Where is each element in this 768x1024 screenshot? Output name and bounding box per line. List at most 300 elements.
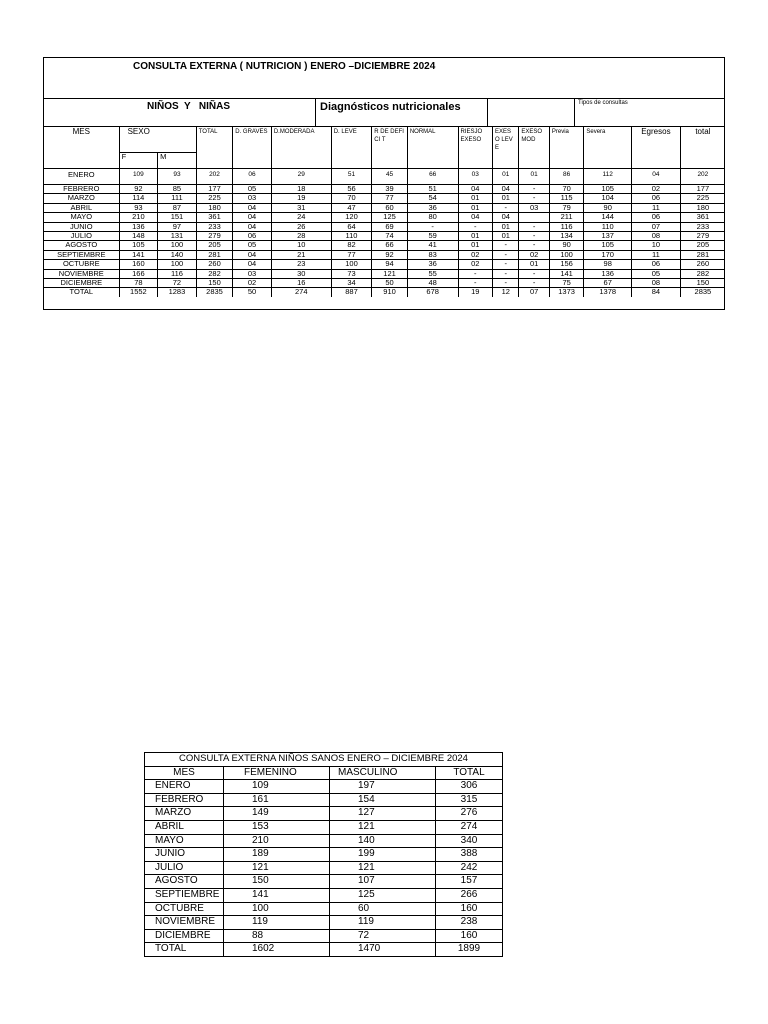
value-cell: 55 (407, 269, 458, 278)
value-cell: 105 (584, 241, 632, 250)
table-row (44, 169, 725, 185)
value-cell: 105 (119, 241, 158, 250)
value-cell: 100 (158, 260, 197, 269)
nutrition-table-body (44, 169, 725, 297)
value-cell: 136 (584, 269, 632, 278)
value-cell: 211 (549, 213, 584, 222)
value-cell: 10 (632, 241, 681, 250)
value-cell: 47 (331, 203, 372, 212)
value-cell: 34 (331, 278, 372, 287)
value-cell: 114 (119, 194, 158, 203)
value-cell: 160 (119, 260, 158, 269)
value-cell: 225 (680, 194, 725, 203)
value-cell: 05 (632, 269, 681, 278)
value-cell: 148 (119, 231, 158, 240)
nutrition-table-title-row (44, 58, 724, 99)
header-m: M (158, 152, 197, 169)
value-cell: 150 (680, 278, 725, 287)
value-cell: 11 (632, 250, 681, 259)
value-cell: 180 (196, 203, 233, 212)
header-mes: MES (44, 127, 119, 152)
value-cell: 07 (519, 288, 549, 297)
value-cell: 233 (196, 222, 233, 231)
value-cell: 189 (224, 848, 330, 862)
value-cell: 1470 (330, 943, 436, 957)
table-row (145, 875, 503, 889)
value-cell: 1373 (549, 288, 584, 297)
table-row (145, 943, 503, 957)
value-cell: 03 (233, 194, 272, 203)
value-cell: 205 (680, 241, 725, 250)
value-cell: 51 (331, 169, 372, 185)
value-cell: 84 (632, 288, 681, 297)
value-cell: 180 (680, 203, 725, 212)
value-cell: 125 (372, 213, 408, 222)
value-cell: 202 (680, 169, 725, 185)
value-cell: 2835 (680, 288, 725, 297)
value-cell: 01 (458, 241, 493, 250)
value-cell: 144 (584, 213, 632, 222)
value-cell: - (519, 231, 549, 240)
value-cell: 109 (119, 169, 158, 185)
ninos-ninas-cell (44, 99, 316, 126)
value-cell: 279 (196, 231, 233, 240)
value-cell: 04 (233, 250, 272, 259)
value-cell: 50 (372, 278, 408, 287)
header-previa: Previa (549, 127, 584, 152)
table-row (145, 793, 503, 807)
table-row (145, 780, 503, 794)
table-row (44, 203, 725, 212)
value-cell: 282 (680, 269, 725, 278)
value-cell: 01 (458, 231, 493, 240)
value-cell: 205 (196, 241, 233, 250)
value-cell: 70 (331, 194, 372, 203)
value-cell: 03 (519, 203, 549, 212)
value-cell: 210 (119, 213, 158, 222)
value-cell: 140 (330, 834, 436, 848)
value-cell: 23 (271, 260, 331, 269)
month-cell: DICIEMBRE (44, 278, 119, 287)
value-cell: 92 (119, 185, 158, 194)
value-cell: 1552 (119, 288, 158, 297)
nutrition-table-group-band (44, 99, 724, 127)
month-cell: ABRIL (145, 820, 224, 834)
value-cell: 41 (407, 241, 458, 250)
value-cell: 66 (372, 241, 408, 250)
table-row (145, 820, 503, 834)
value-cell: 160 (436, 929, 503, 943)
value-cell: 104 (584, 194, 632, 203)
value-cell: 06 (632, 213, 681, 222)
header-row-1 (44, 127, 725, 152)
value-cell: 100 (158, 241, 197, 250)
value-cell: - (493, 203, 519, 212)
value-cell: 05 (233, 185, 272, 194)
value-cell: 64 (331, 222, 372, 231)
value-cell: 887 (331, 288, 372, 297)
value-cell: 121 (330, 820, 436, 834)
value-cell: 161 (224, 793, 330, 807)
value-cell: 153 (224, 820, 330, 834)
value-cell: 04 (493, 213, 519, 222)
month-cell: FEBRERO (44, 185, 119, 194)
value-cell: 1899 (436, 943, 503, 957)
nutrition-table (43, 57, 725, 310)
value-cell: 31 (271, 203, 331, 212)
value-cell: 66 (407, 169, 458, 185)
header-r-deficit: R DE DEFICI T (372, 127, 408, 152)
value-cell: 93 (158, 169, 197, 185)
value-cell: 140 (158, 250, 197, 259)
table-row (44, 241, 725, 250)
value-cell: 87 (158, 203, 197, 212)
header-masculino: MASCULINO (330, 766, 436, 780)
value-cell: - (519, 241, 549, 250)
value-cell: 225 (196, 194, 233, 203)
value-cell: 67 (584, 278, 632, 287)
value-cell: 141 (119, 250, 158, 259)
value-cell: 170 (584, 250, 632, 259)
value-cell: 125 (330, 888, 436, 902)
value-cell: 16 (271, 278, 331, 287)
value-cell: 110 (331, 231, 372, 240)
value-cell: 93 (119, 203, 158, 212)
value-cell: 06 (632, 260, 681, 269)
value-cell: 361 (680, 213, 725, 222)
value-cell: 02 (458, 250, 493, 259)
value-cell: 238 (436, 916, 503, 930)
value-cell: 83 (407, 250, 458, 259)
value-cell: 74 (372, 231, 408, 240)
month-cell: DICIEMBRE (145, 929, 224, 943)
header-severa: Severa (584, 127, 632, 152)
value-cell: 119 (224, 916, 330, 930)
value-cell: 90 (549, 241, 584, 250)
value-cell: 90 (584, 203, 632, 212)
value-cell: 06 (233, 169, 272, 185)
value-cell: 08 (632, 278, 681, 287)
value-cell: - (519, 194, 549, 203)
value-cell: 149 (224, 807, 330, 821)
value-cell: 50 (233, 288, 272, 297)
value-cell: 10 (271, 241, 331, 250)
value-cell: 116 (549, 222, 584, 231)
header-egresos: Egresos (632, 127, 681, 152)
table-row (44, 185, 725, 194)
month-cell: JUNIO (44, 222, 119, 231)
value-cell: 18 (271, 185, 331, 194)
value-cell: 97 (158, 222, 197, 231)
value-cell: 01 (519, 260, 549, 269)
value-cell: 137 (584, 231, 632, 240)
value-cell: 01 (493, 222, 519, 231)
value-cell: 266 (436, 888, 503, 902)
value-cell: 01 (493, 231, 519, 240)
value-cell: 282 (196, 269, 233, 278)
month-cell: JULIO (44, 231, 119, 240)
month-cell: AGOSTO (44, 241, 119, 250)
value-cell: 94 (372, 260, 408, 269)
value-cell: 19 (458, 288, 493, 297)
value-cell: 05 (233, 241, 272, 250)
table-row (44, 250, 725, 259)
value-cell: 04 (233, 203, 272, 212)
value-cell: 45 (372, 169, 408, 185)
value-cell: 04 (493, 185, 519, 194)
value-cell: 281 (680, 250, 725, 259)
header-total: TOTAL (436, 766, 503, 780)
header-sexo: SEXO (119, 127, 196, 152)
value-cell: 07 (632, 222, 681, 231)
table-row (44, 222, 725, 231)
value-cell: 136 (119, 222, 158, 231)
value-cell: 2835 (196, 288, 233, 297)
value-cell: 150 (224, 875, 330, 889)
value-cell: 04 (458, 213, 493, 222)
header-mes: MES (145, 766, 224, 780)
month-cell: SEPTIEMBRE (145, 888, 224, 902)
value-cell: 233 (680, 222, 725, 231)
table-row (44, 213, 725, 222)
value-cell: 110 (584, 222, 632, 231)
blank-band-cell (488, 99, 575, 126)
value-cell: 199 (330, 848, 436, 862)
value-cell: - (493, 269, 519, 278)
value-cell: 177 (680, 185, 725, 194)
value-cell: 70 (549, 185, 584, 194)
value-cell: 04 (233, 213, 272, 222)
value-cell: 59 (407, 231, 458, 240)
value-cell: 134 (549, 231, 584, 240)
diagnosticos-label: Diagnósticos nutricionales (320, 101, 461, 113)
header-total2: total (695, 127, 711, 136)
value-cell: 276 (436, 807, 503, 821)
header-d-moderada: D.MODERADA (271, 127, 331, 152)
ninos-sanos-header-row (145, 766, 503, 780)
value-cell: 92 (372, 250, 408, 259)
table-row (44, 288, 725, 297)
value-cell: 1378 (584, 288, 632, 297)
header-d-graves: D. GRAVES (233, 127, 272, 152)
value-cell: 202 (196, 169, 233, 185)
ninos-ninas-label: NIÑOS Y NIÑAS (147, 101, 230, 112)
table-row (145, 929, 503, 943)
value-cell: 60 (372, 203, 408, 212)
value-cell: 03 (233, 269, 272, 278)
value-cell: 120 (331, 213, 372, 222)
ninos-sanos-title: CONSULTA EXTERNA NIÑOS SANOS ENERO – DICIEMBRE 2024 (145, 753, 503, 767)
value-cell: 01 (493, 194, 519, 203)
month-cell: MAYO (44, 213, 119, 222)
value-cell: 24 (271, 213, 331, 222)
value-cell: 51 (407, 185, 458, 194)
nutrition-table-title: CONSULTA EXTERNA ( NUTRICION ) ENERO –DICIEMBRE 2024 (133, 61, 436, 72)
value-cell: 28 (271, 231, 331, 240)
value-cell: 56 (331, 185, 372, 194)
value-cell: 678 (407, 288, 458, 297)
month-cell: OCTUBRE (44, 260, 119, 269)
header-d-leve: D. LEVE (331, 127, 372, 152)
value-cell: 72 (158, 278, 197, 287)
value-cell: 910 (372, 288, 408, 297)
month-cell: ABRIL (44, 203, 119, 212)
value-cell: 242 (436, 861, 503, 875)
month-cell: NOVIEMBRE (145, 916, 224, 930)
header-row-2 (44, 152, 725, 169)
value-cell: 80 (407, 213, 458, 222)
value-cell: 02 (519, 250, 549, 259)
value-cell: 78 (119, 278, 158, 287)
value-cell: 156 (549, 260, 584, 269)
value-cell: 315 (436, 793, 503, 807)
value-cell: 06 (233, 231, 272, 240)
value-cell: - (493, 250, 519, 259)
value-cell: - (519, 278, 549, 287)
month-cell: ENERO (44, 169, 119, 185)
header-total: TOTAL (196, 127, 233, 152)
value-cell: 98 (584, 260, 632, 269)
month-cell: AGOSTO (145, 875, 224, 889)
value-cell: 04 (233, 222, 272, 231)
value-cell: 79 (549, 203, 584, 212)
value-cell: - (458, 269, 493, 278)
value-cell: 127 (330, 807, 436, 821)
month-cell: FEBRERO (145, 793, 224, 807)
value-cell: 88 (224, 929, 330, 943)
value-cell: 306 (436, 780, 503, 794)
month-cell: ENERO (145, 780, 224, 794)
value-cell: 157 (436, 875, 503, 889)
value-cell: - (458, 278, 493, 287)
value-cell: 150 (196, 278, 233, 287)
table-row (145, 902, 503, 916)
value-cell: 112 (584, 169, 632, 185)
value-cell: 281 (196, 250, 233, 259)
value-cell: 48 (407, 278, 458, 287)
header-f: F (119, 152, 158, 169)
month-cell: MARZO (145, 807, 224, 821)
value-cell: 02 (632, 185, 681, 194)
value-cell: 29 (271, 169, 331, 185)
value-cell: 77 (372, 194, 408, 203)
value-cell: 06 (632, 194, 681, 203)
month-cell: MARZO (44, 194, 119, 203)
ninos-sanos-title-row (145, 753, 503, 767)
table-row (145, 834, 503, 848)
month-cell: TOTAL (44, 288, 119, 297)
value-cell: 72 (330, 929, 436, 943)
value-cell: 12 (493, 288, 519, 297)
value-cell: 279 (680, 231, 725, 240)
value-cell: 197 (330, 780, 436, 794)
value-cell: 19 (271, 194, 331, 203)
tipos-consulta-label: Tipos de consultas (578, 100, 628, 106)
value-cell: 121 (330, 861, 436, 875)
value-cell: 73 (331, 269, 372, 278)
value-cell: - (519, 185, 549, 194)
value-cell (519, 213, 549, 222)
ninos-sanos-table (144, 752, 503, 957)
value-cell: 151 (158, 213, 197, 222)
header-exeso-leve: EXES O LEVE (493, 127, 519, 152)
value-cell: 274 (436, 820, 503, 834)
month-cell: OCTUBRE (145, 902, 224, 916)
value-cell: 04 (233, 260, 272, 269)
value-cell: 04 (458, 185, 493, 194)
month-cell: MAYO (145, 834, 224, 848)
value-cell: 141 (224, 888, 330, 902)
value-cell: 01 (519, 169, 549, 185)
value-cell: 69 (372, 222, 408, 231)
header-normal: NORMAL (407, 127, 458, 152)
table-row (44, 194, 725, 203)
table-row (44, 231, 725, 240)
header-exeso-mod: EXESO MOD (519, 127, 549, 152)
table-row (44, 269, 725, 278)
table-row (145, 861, 503, 875)
month-cell: TOTAL (145, 943, 224, 957)
value-cell: 160 (436, 902, 503, 916)
value-cell: - (493, 241, 519, 250)
value-cell: 115 (549, 194, 584, 203)
value-cell: 21 (271, 250, 331, 259)
value-cell: 26 (271, 222, 331, 231)
value-cell: 02 (458, 260, 493, 269)
table-row (44, 278, 725, 287)
table-row (145, 888, 503, 902)
value-cell: 36 (407, 260, 458, 269)
value-cell: 75 (549, 278, 584, 287)
value-cell: 210 (224, 834, 330, 848)
value-cell: 340 (436, 834, 503, 848)
value-cell: 166 (119, 269, 158, 278)
value-cell: 08 (632, 231, 681, 240)
table-row (145, 916, 503, 930)
table-row (44, 260, 725, 269)
value-cell: 361 (196, 213, 233, 222)
value-cell: 100 (224, 902, 330, 916)
month-cell: JULIO (145, 861, 224, 875)
value-cell: - (493, 260, 519, 269)
table-row (145, 848, 503, 862)
value-cell: 01 (493, 169, 519, 185)
tipos-consulta-cell (575, 99, 726, 126)
value-cell: - (519, 222, 549, 231)
value-cell: - (407, 222, 458, 231)
diagnosticos-cell (316, 99, 488, 126)
header-femenino: FEMENINO (224, 766, 330, 780)
value-cell: 39 (372, 185, 408, 194)
value-cell: 105 (584, 185, 632, 194)
value-cell: 100 (549, 250, 584, 259)
value-cell: 260 (196, 260, 233, 269)
month-cell: NOVIEMBRE (44, 269, 119, 278)
header-riesgo-exeso: RIESJO EXESO (458, 127, 493, 152)
value-cell: 03 (458, 169, 493, 185)
value-cell: 111 (158, 194, 197, 203)
value-cell: 274 (271, 288, 331, 297)
value-cell: 388 (436, 848, 503, 862)
value-cell: 1602 (224, 943, 330, 957)
value-cell: 82 (331, 241, 372, 250)
value-cell: - (519, 269, 549, 278)
value-cell: 01 (458, 203, 493, 212)
value-cell: 30 (271, 269, 331, 278)
value-cell: - (458, 222, 493, 231)
value-cell: 260 (680, 260, 725, 269)
value-cell: 121 (224, 861, 330, 875)
